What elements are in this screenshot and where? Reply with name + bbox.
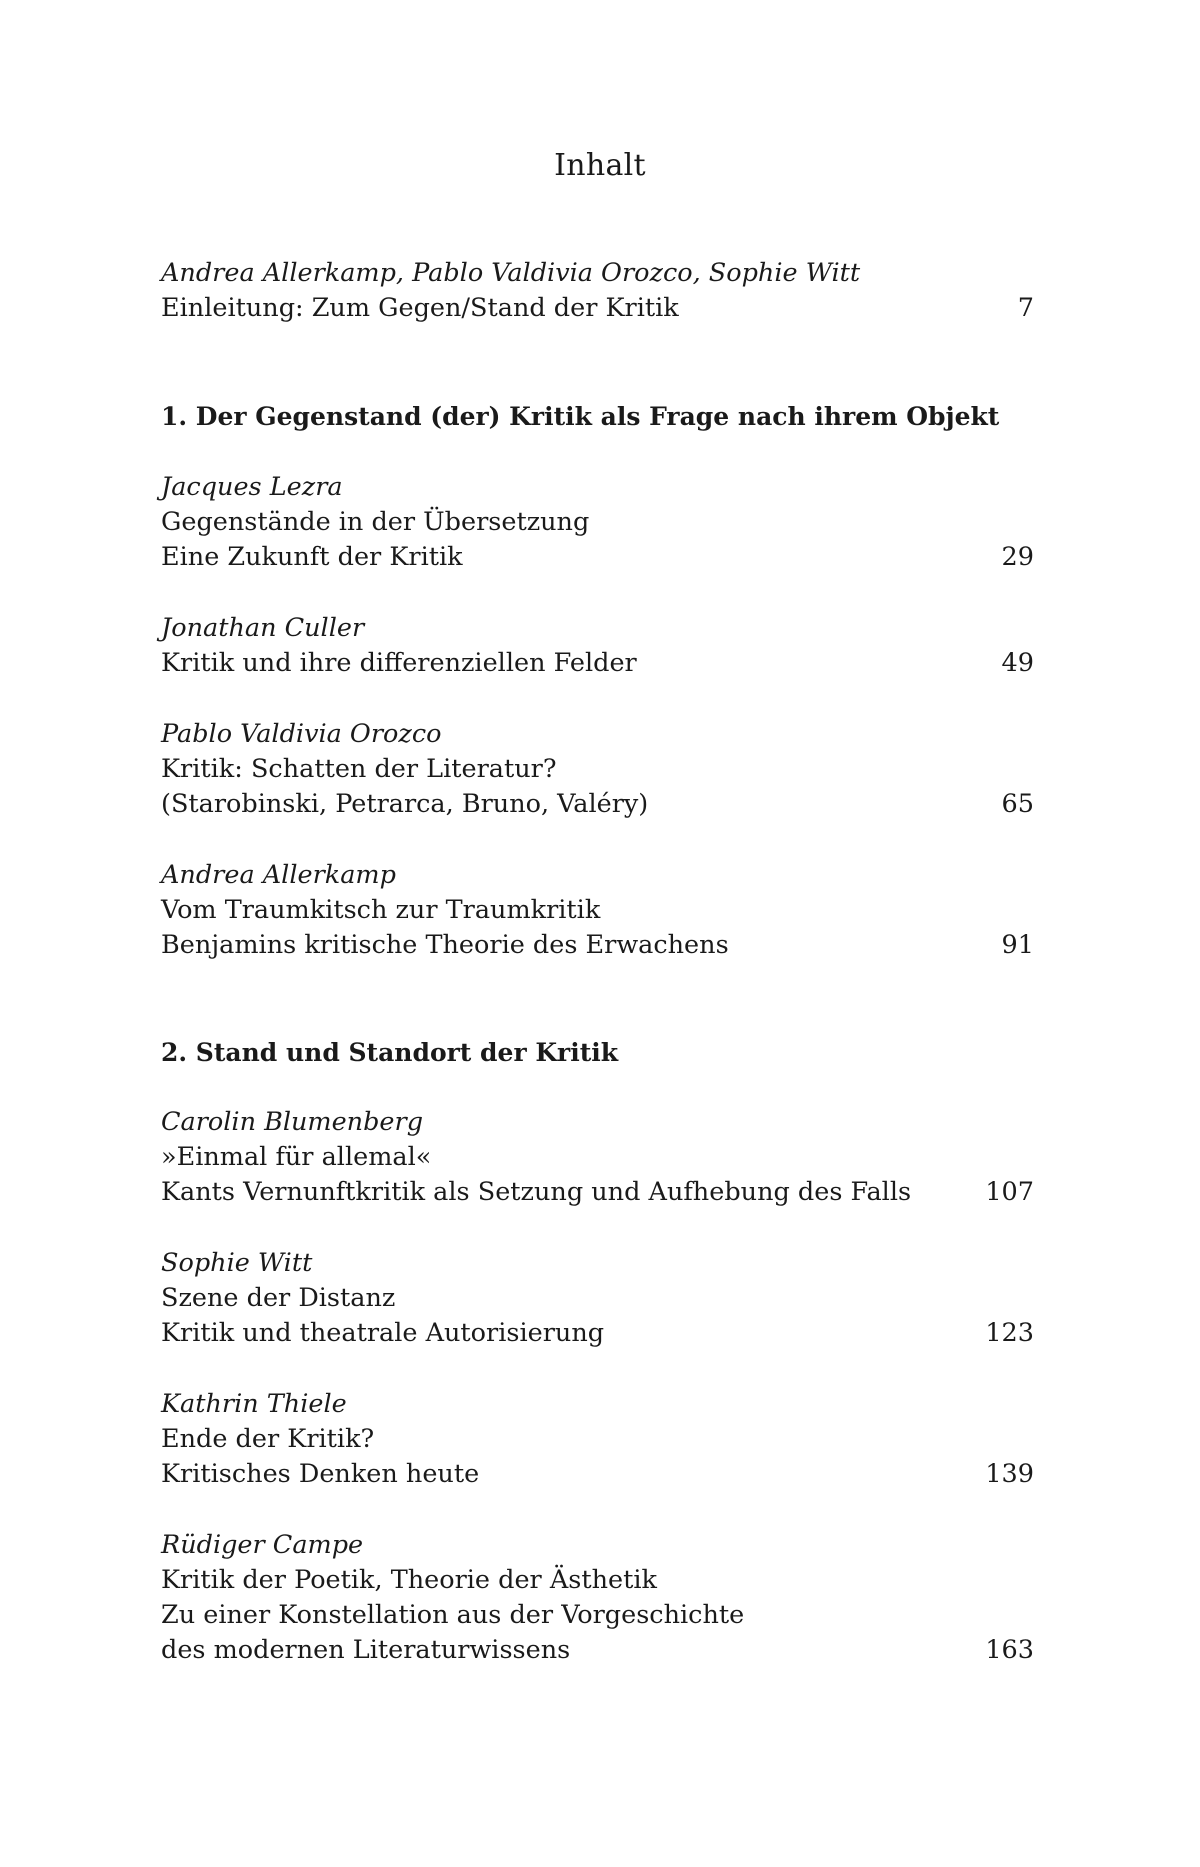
entry-title-line: Gegenstände in der Übersetzung (161, 507, 590, 537)
entry-author: Carolin Blumenberg (161, 1107, 424, 1137)
entry-title-line: Kritik und theatrale Autorisierung (161, 1318, 605, 1348)
entry-title-line: Eine Zukunft der Kritik (161, 542, 463, 572)
entry-title-line: Szene der Distanz (161, 1283, 396, 1313)
entry-page-number: 123 (985, 1318, 1034, 1348)
entry-title-line: Kritik: Schatten der Literatur? (161, 754, 557, 784)
entry-author: Sophie Witt (161, 1248, 313, 1278)
entry-page-number: 49 (1001, 648, 1034, 678)
entry-title-line: Zu einer Konstellation aus der Vorgeschichte (161, 1600, 745, 1630)
entry-title-line: Kritik und ihre differenziellen Felder (161, 648, 637, 678)
entry-page-number: 107 (985, 1177, 1034, 1207)
entry-title-line: des modernen Literaturwissens (161, 1635, 571, 1665)
intro-title: Einleitung: Zum Gegen/Stand der Kritik (161, 293, 679, 323)
entry-author: Jonathan Culler (161, 613, 365, 643)
entry-page-number: 91 (1001, 930, 1034, 960)
entry-author: Kathrin Thiele (161, 1389, 347, 1419)
entry-title-line: Ende der Kritik? (161, 1424, 375, 1454)
entry-title-line: (Starobinski, Petrarca, Bruno, Valéry) (161, 789, 649, 819)
entry-author: Jacques Lezra (161, 472, 343, 502)
entry-title-line: Kants Vernunftkritik als Setzung und Aufhebung des Falls (161, 1177, 912, 1207)
entry-author: Andrea Allerkamp (161, 860, 396, 890)
section-heading-2: 2. Stand und Standort der Kritik (161, 1038, 619, 1067)
entry-page-number: 163 (985, 1635, 1034, 1665)
entry-page-number: 139 (985, 1459, 1034, 1489)
entry-title-line: Vom Traumkitsch zur Traumkritik (161, 895, 601, 925)
entry-title-line: »Einmal für allemal« (161, 1142, 432, 1172)
entry-title-line: Kritik der Poetik, Theorie der Ästhetik (161, 1565, 657, 1595)
entry-title-line: Kritisches Denken heute (161, 1459, 480, 1489)
intro-page-number: 7 (1017, 293, 1034, 323)
page-title: Inhalt (554, 148, 646, 183)
intro-author: Andrea Allerkamp, Pablo Valdivia Orozco, Sophie Witt (161, 258, 861, 288)
entry-title-line: Benjamins kritische Theorie des Erwachens (161, 930, 729, 960)
entry-page-number: 29 (1001, 542, 1034, 572)
entry-page-number: 65 (1001, 789, 1034, 819)
entry-author: Pablo Valdivia Orozco (161, 719, 442, 749)
section-heading-1: 1. Der Gegenstand (der) Kritik als Frage nach ihrem Objekt (161, 402, 1000, 431)
entry-author: Rüdiger Campe (161, 1530, 364, 1560)
